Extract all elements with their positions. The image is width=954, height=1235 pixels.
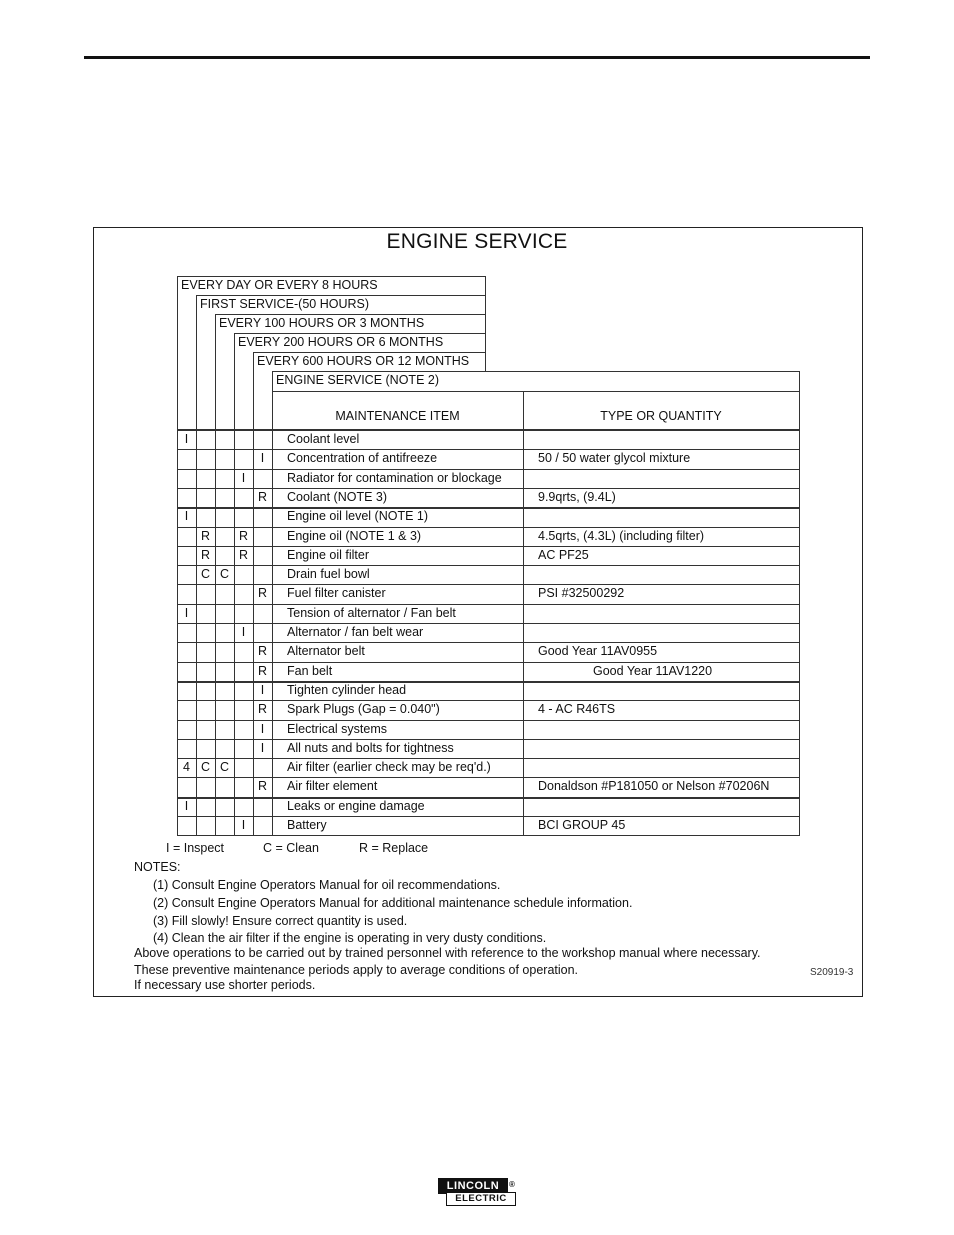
type-or-quantity: Good Year 11AV0955 [538, 644, 658, 659]
interval-mark: I [260, 682, 265, 697]
interval-mark: I [260, 740, 265, 755]
table-row [177, 604, 799, 623]
interval-mark: I [260, 451, 265, 466]
interval-header-5: EVERY 600 HOURS OR 12 MONTHS [253, 352, 486, 371]
maintenance-item-heading: MAINTENANCE ITEM [335, 409, 460, 423]
interval-header-3: EVERY 100 HOURS OR 3 MONTHS [215, 314, 486, 333]
interval-mark: R [257, 586, 268, 601]
interval-mark: I [184, 509, 189, 524]
note-4: (4) Clean the air filter if the engine is operating in very dusty conditions. [153, 931, 547, 945]
type-quantity-heading: TYPE OR QUANTITY [600, 409, 722, 423]
interval-mark: I [241, 470, 246, 485]
maintenance-item: Engine oil level (NOTE 1) [287, 509, 429, 524]
type-or-quantity: 9.9qrts, (9.4L) [538, 489, 616, 504]
table-row [177, 777, 799, 796]
table-row [177, 720, 799, 739]
maintenance-item: Alternator belt [287, 644, 365, 659]
type-or-quantity: PSI #32500292 [538, 586, 625, 601]
interval-mark: R [238, 547, 249, 562]
interval-header-1: EVERY DAY OR EVERY 8 HOURS [177, 276, 486, 295]
maintenance-item: Alternator / fan belt wear [287, 625, 424, 639]
table-row [177, 623, 799, 642]
table-row [177, 449, 799, 468]
interval-mark: R [238, 528, 249, 543]
interval-mark: R [200, 528, 211, 543]
interval-header-2: FIRST SERVICE-(50 HOURS) [196, 295, 486, 314]
maintenance-item: Battery [287, 818, 327, 832]
interval-header-4: EVERY 200 HOURS OR 6 MONTHS [234, 333, 486, 352]
table-row [177, 797, 799, 816]
logo-bottom: ELECTRIC [446, 1192, 516, 1206]
top-rule [84, 56, 870, 59]
interval-mark: C [200, 760, 211, 775]
interval-mark: 4 [183, 760, 190, 775]
table-row [177, 758, 799, 777]
table-row [177, 681, 799, 700]
maintenance-item: Drain fuel bowl [287, 567, 370, 582]
drawing-code: S20919-3 [810, 967, 854, 978]
maintenance-item: Spark Plugs (Gap = 0.040") [287, 702, 440, 717]
footer-line-1: Above operations to be carried out by trained personnel with reference to the workshop manual where necessary. [134, 946, 761, 960]
legend-clean: C = Clean [263, 841, 319, 855]
interval-mark: I [184, 798, 189, 813]
interval-mark: R [257, 779, 268, 794]
maintenance-item: Tension of alternator / Fan belt [287, 605, 456, 620]
interval-mark: C [200, 567, 211, 582]
interval-mark: C [219, 567, 230, 582]
maintenance-item: Coolant level [287, 432, 360, 446]
table-row [177, 565, 799, 584]
interval-mark: I [241, 818, 246, 832]
legend-replace: R = Replace [359, 841, 429, 855]
note-2: (2) Consult Engine Operators Manual for additional maintenance schedule information. [153, 896, 633, 910]
type-or-quantity: Good Year 11AV1220 [593, 663, 713, 678]
interval-mark: I [260, 721, 265, 736]
table-row [177, 816, 799, 835]
logo-registered-mark: ® [509, 1180, 515, 1189]
table-row [177, 642, 799, 661]
maintenance-item: Fan belt [287, 663, 333, 678]
type-or-quantity: 4.5qrts, (4.3L) (including filter) [538, 528, 705, 543]
interval-header-6: ENGINE SERVICE (NOTE 2) [272, 371, 800, 391]
page-title: ENGINE SERVICE [386, 230, 568, 253]
maintenance-item: Tighten cylinder head [287, 682, 407, 697]
table-row [177, 488, 799, 507]
type-or-quantity: BCI GROUP 45 [538, 818, 626, 832]
maintenance-item: Coolant (NOTE 3) [287, 489, 388, 504]
maintenance-item: All nuts and bolts for tightness [287, 740, 454, 755]
type-or-quantity: AC PF25 [538, 547, 589, 562]
lincoln-electric-logo [438, 1178, 518, 1206]
interval-mark: I [184, 432, 189, 446]
interval-mark: R [200, 547, 211, 562]
table-row [177, 700, 799, 719]
interval-mark: R [257, 489, 268, 504]
maintenance-item: Leaks or engine damage [287, 798, 425, 813]
type-or-quantity: Donaldson #P181050 or Nelson #70206N [538, 779, 770, 794]
maintenance-item: Fuel filter canister [287, 586, 386, 601]
note-1: (1) Consult Engine Operators Manual for oil recommendations. [153, 878, 501, 892]
table-row [177, 546, 799, 565]
type-or-quantity: 4 - AC R46TS [538, 702, 616, 717]
maintenance-item: Radiator for contamination or blockage [287, 470, 502, 485]
interval-mark: R [257, 663, 268, 678]
table-row [177, 507, 799, 526]
notes-heading: NOTES: [134, 860, 181, 874]
table-row [177, 739, 799, 758]
note-3: (3) Fill slowly! Ensure correct quantity is used. [153, 914, 408, 928]
type-or-quantity: 50 / 50 water glycol mixture [538, 451, 691, 466]
table-row [177, 430, 799, 449]
footer-line-3: If necessary use shorter periods. [134, 978, 316, 992]
logo-top: LINCOLN [438, 1178, 508, 1194]
footer-line-2: These preventive maintenance periods apply to average conditions of operation. [134, 963, 579, 977]
maintenance-item: Electrical systems [287, 721, 388, 736]
row-divider [177, 835, 800, 836]
interval-mark: R [257, 702, 268, 717]
maintenance-item: Engine oil filter [287, 547, 369, 562]
table-row [177, 662, 799, 681]
table-row [177, 584, 799, 603]
interval-mark: I [241, 625, 246, 639]
maintenance-item: Concentration of antifreeze [287, 451, 438, 466]
table-row [177, 469, 799, 488]
maintenance-item: Air filter (earlier check may be req'd.) [287, 760, 491, 775]
maintenance-item: Engine oil (NOTE 1 & 3) [287, 528, 422, 543]
interval-mark: I [184, 605, 189, 620]
interval-mark: R [257, 644, 268, 659]
interval-mark: C [219, 760, 230, 775]
row-divider [272, 391, 799, 392]
table-row [177, 527, 799, 546]
legend-inspect: I = Inspect [166, 841, 225, 855]
maintenance-item: Air filter element [287, 779, 378, 794]
